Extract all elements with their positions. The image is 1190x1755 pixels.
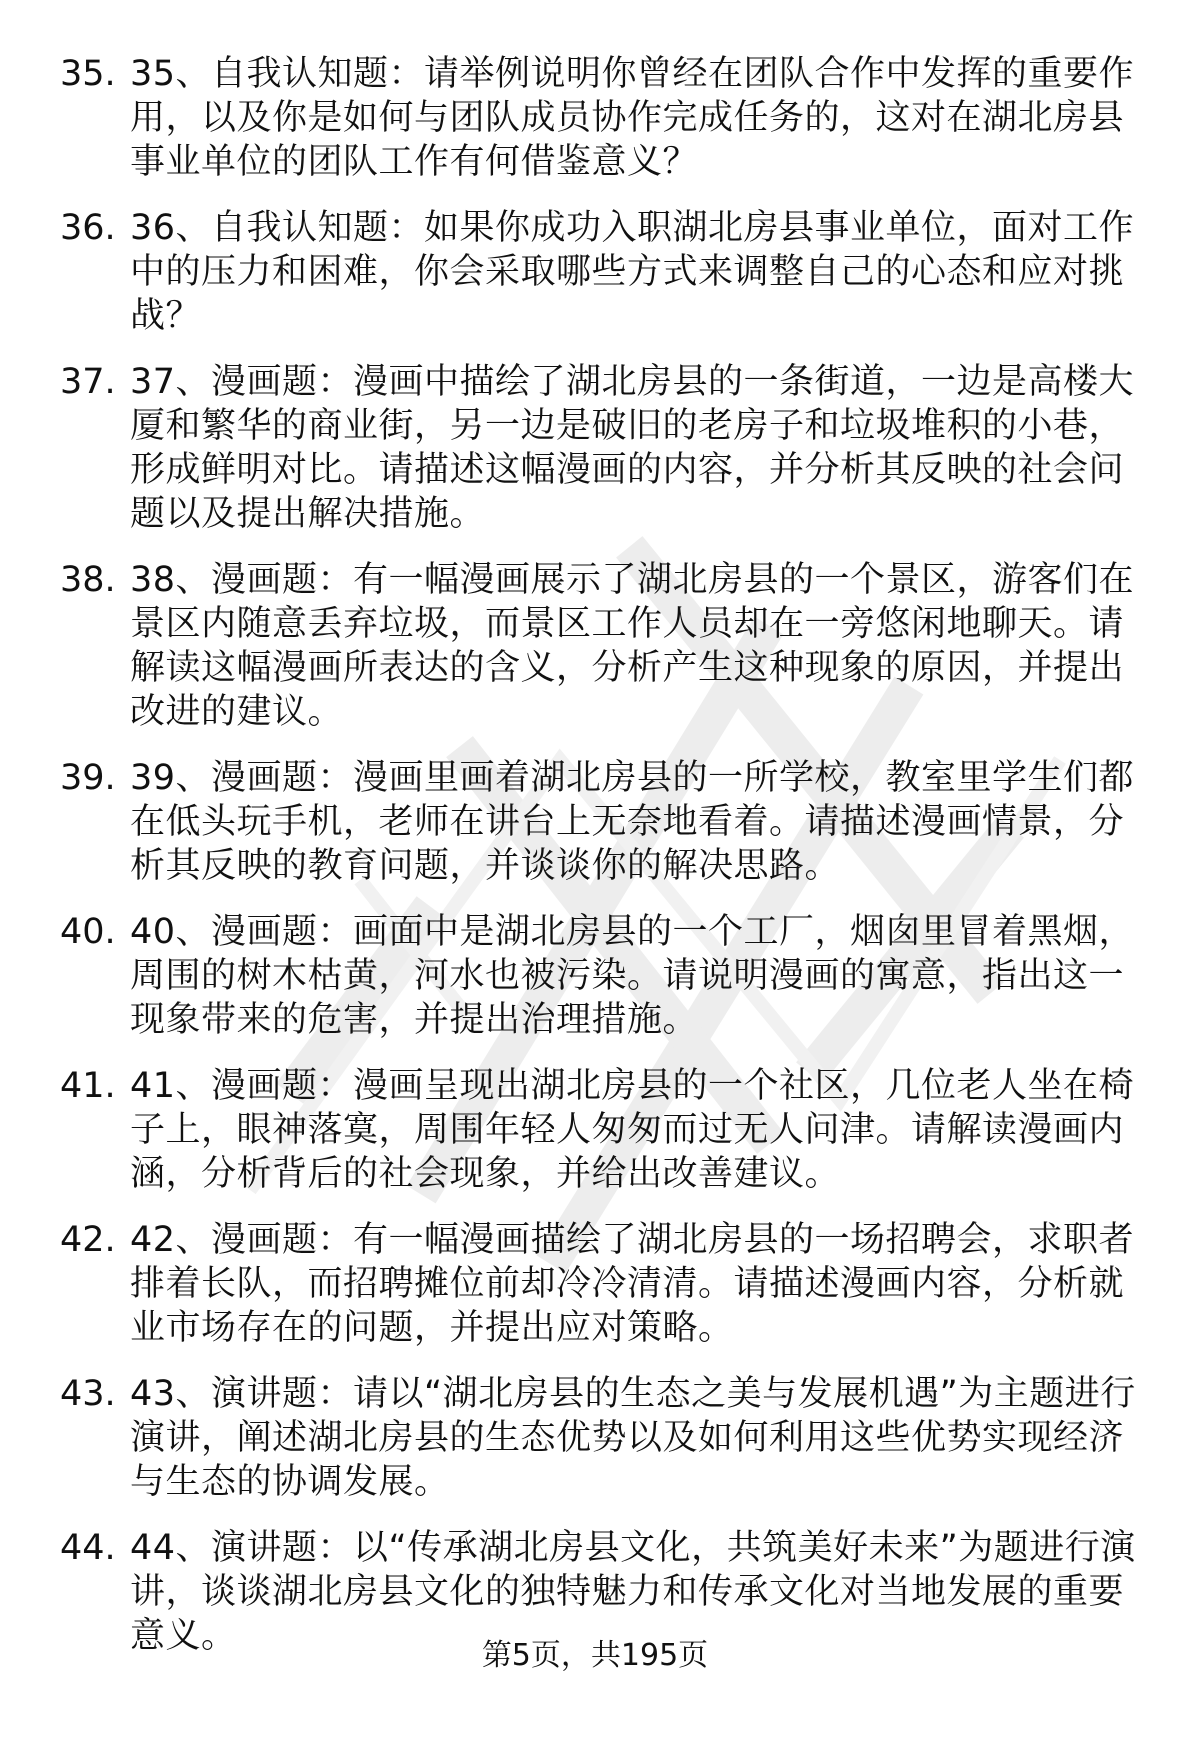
question-item [60, 1064, 1150, 1196]
question-item [60, 1218, 1150, 1350]
question-number: 44. [60, 1528, 116, 1568]
question-item [60, 360, 1150, 536]
question-item [60, 206, 1150, 338]
question-item [60, 910, 1150, 1042]
question-text: 44、演讲题：以“传承湖北房县文化，共筑美好未来”为题进行演讲，谈谈湖北房县文化的独特魅力和传承文化对当地发展的重要意义。 [130, 1528, 1136, 1656]
question-item [60, 558, 1150, 734]
question-text: 40、漫画题：画面中是湖北房县的一个工厂，烟囱里冒着黑烟，周围的树木枯黄，河水也被污染。请说明漫画的寓意，指出这一现象带来的危害，并提出治理措施。 [130, 912, 1135, 1040]
question-text: 42、漫画题：有一幅漫画描绘了湖北房县的一场招聘会，求职者排着长队，而招聘摊位前却冷冷清清。请描述漫画内容，分析就业市场存在的问题，并提出应对策略。 [130, 1220, 1135, 1348]
question-item [60, 1372, 1150, 1504]
question-number: 38. [60, 560, 116, 600]
question-number: 37. [60, 362, 116, 402]
page-number: 第5页，共195页 [481, 1638, 709, 1673]
question-list [60, 52, 1150, 1680]
question-number: 36. [60, 208, 116, 248]
question-number: 41. [60, 1066, 116, 1106]
question-text: 35、自我认知题：请举例说明你曾经在团队合作中发挥的重要作用，以及你是如何与团队成员协作完成任务的，这对在湖北房县事业单位的团队工作有何借鉴意义？ [130, 54, 1135, 182]
question-text: 43、演讲题：请以“湖北房县的生态之美与发展机遇”为主题进行演讲，阐述湖北房县的生态优势以及如何利用这些优势实现经济与生态的协调发展。 [130, 1374, 1136, 1502]
question-number: 42. [60, 1220, 116, 1260]
question-number: 43. [60, 1374, 116, 1414]
question-text: 41、漫画题：漫画呈现出湖北房县的一个社区，几位老人坐在椅子上，眼神落寞，周围年轻人匆匆而过无人问津。请解读漫画内涵，分析背后的社会现象，并给出改善建议。 [130, 1066, 1135, 1194]
question-text: 36、自我认知题：如果你成功入职湖北房县事业单位，面对工作中的压力和困难，你会采取哪些方式来调整自己的心态和应对挑战？ [130, 208, 1135, 336]
question-item [60, 52, 1150, 184]
question-text: 39、漫画题：漫画里画着湖北房县的一所学校，教室里学生们都在低头玩手机，老师在讲台上无奈地看着。请描述漫画情景，分析其反映的教育问题，并谈谈你的解决思路。 [130, 758, 1135, 886]
question-number: 40. [60, 912, 116, 952]
question-item [60, 756, 1150, 888]
question-text: 37、漫画题：漫画中描绘了湖北房县的一条街道，一边是高楼大厦和繁华的商业街，另一边是破旧的老房子和垃圾堆积的小巷，形成鲜明对比。请描述这幅漫画的内容，并分析其反映的社会问题以及提出解决措施。 [130, 362, 1135, 534]
question-number: 39. [60, 758, 116, 798]
question-number: 35. [60, 54, 116, 94]
question-text: 38、漫画题：有一幅漫画展示了湖北房县的一个景区，游客们在景区内随意丢弃垃圾，而景区工作人员却在一旁悠闲地聊天。请解读这幅漫画所表达的含义，分析产生这种现象的原因，并提出改进的建议。 [130, 560, 1135, 732]
